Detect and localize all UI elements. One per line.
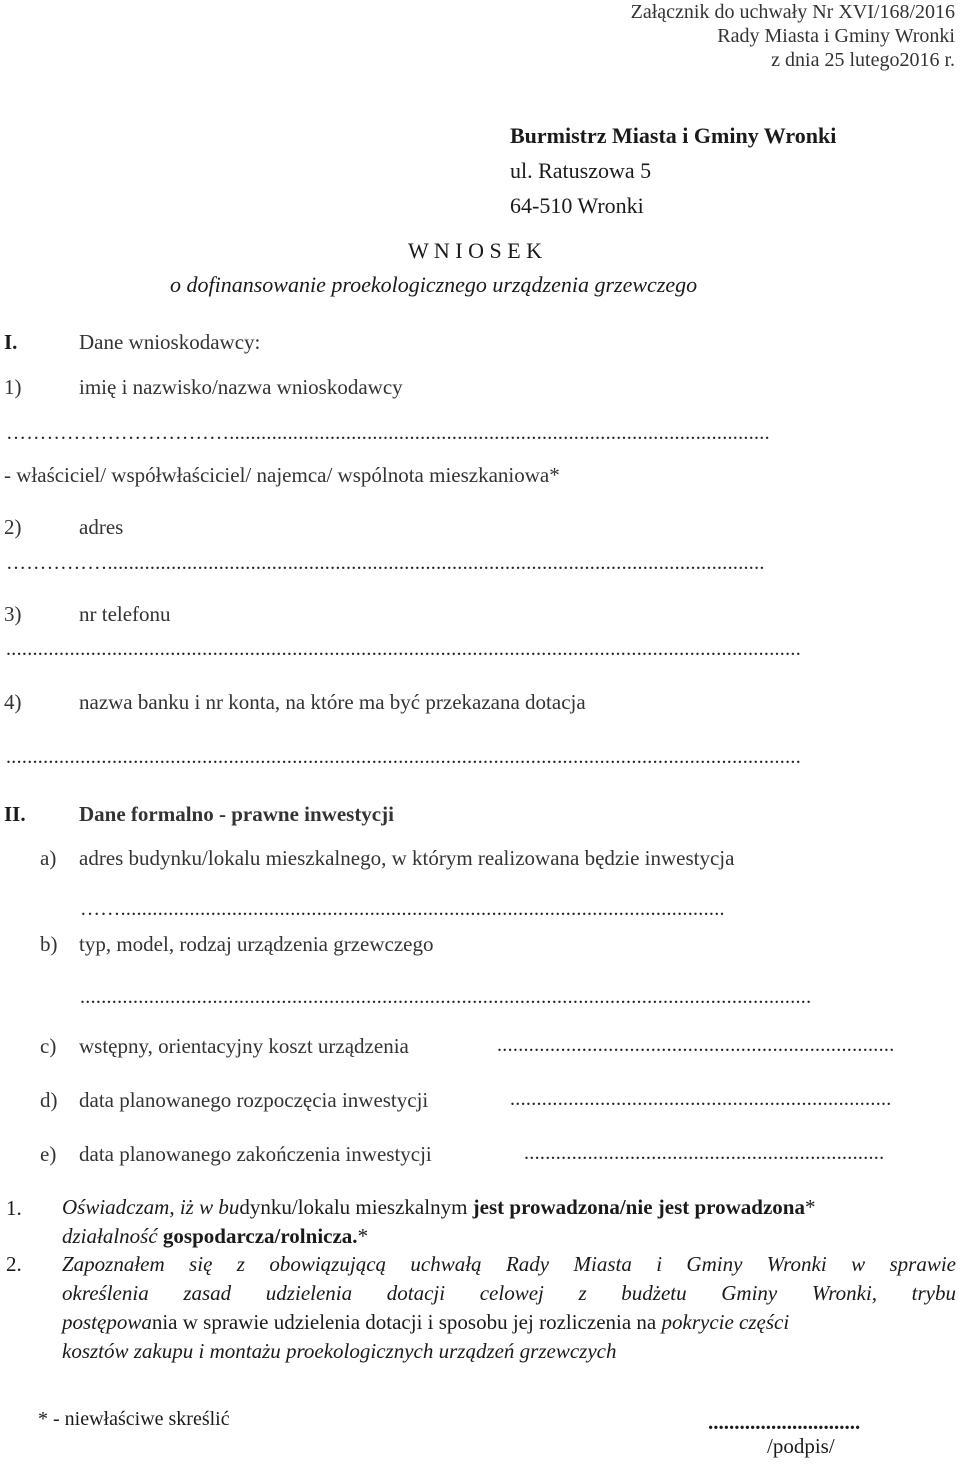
signature-line[interactable]: ............................. <box>708 1410 861 1434</box>
title-main: W N I O S E K <box>407 238 543 263</box>
statement-2-line-3 <box>62 1308 956 1337</box>
item-d-fill-line[interactable]: ........................................................................ <box>510 1088 892 1110</box>
section-2-heading: Dane formalno - prawne inwestycji <box>79 802 394 826</box>
item-d-letter: d) <box>40 1088 58 1112</box>
statement-1-asterisk: * <box>804 1195 816 1219</box>
item-3-number: 3) <box>4 602 22 626</box>
item-c-fill-line[interactable]: ........................................................................... <box>497 1034 895 1056</box>
item-1-number: 1) <box>4 375 22 399</box>
statement-1-activity: działalność <box>62 1224 163 1248</box>
annex-line-3: z dnia 25 lutego2016 r. <box>771 49 955 71</box>
item-2-label: adres <box>79 515 124 539</box>
item-2-number: 2) <box>4 515 22 539</box>
annex-line-1: Załącznik do uchwały Nr XVI/168/2016 <box>630 1 955 23</box>
statement-2-number: 2. <box>6 1252 22 1276</box>
addressee-street: ul. Ratuszowa 5 <box>510 158 652 183</box>
section-1-heading: Dane wnioskodawcy: <box>79 330 261 354</box>
item-a-fill-line[interactable]: …….................................................................................................................. <box>80 898 725 920</box>
statement-2-line-3-start: postępowa <box>62 1310 152 1334</box>
item-a-letter: a) <box>40 846 57 870</box>
footnote: * - niewłaściwe skreślić <box>38 1408 230 1430</box>
item-c-letter: c) <box>40 1034 57 1058</box>
statement-1-asterisk-2: * <box>357 1224 369 1248</box>
addressee-city: 64-510 Wronki <box>510 193 644 218</box>
item-b-fill-line[interactable]: .......................................................................................................................................... <box>80 986 812 1008</box>
statement-1-italic: Oświadczam, iż w bu <box>62 1195 240 1219</box>
item-2-fill-line[interactable]: ……………............................................................................................................................ <box>6 552 765 574</box>
document-title <box>0 238 960 264</box>
document-subtitle: o dofinansowanie proekologicznego urządzenia grzewczego <box>170 272 698 297</box>
statement-2-line-2: określenia zasad udzielenia dotacji celowej z budżetu Gminy Wronki, trybu <box>62 1281 956 1305</box>
statement-1-activity-type[interactable]: gospodarcza/rolnicza. <box>162 1224 358 1248</box>
item-e-letter: e) <box>40 1142 57 1166</box>
section-1-number: I. <box>4 330 18 354</box>
annex-header <box>631 0 955 72</box>
item-3-label: nr telefonu <box>79 602 171 626</box>
statement-2-line-3-end: pokrycie części <box>661 1310 790 1334</box>
signature-label: /podpis/ <box>767 1434 835 1458</box>
item-4-fill-line[interactable]: ...................................................................................................................................................... <box>6 746 801 768</box>
owner-type-line: - właściciel/ współwłaściciel/ najemca/ wspólnota mieszkaniowa* <box>4 463 560 487</box>
addressee-block <box>510 118 836 223</box>
item-4-number: 4) <box>4 690 22 714</box>
item-c-label: wstępny, orientacyjny koszt urządzenia <box>79 1034 409 1058</box>
statement-1-number: 1. <box>6 1196 22 1220</box>
item-3-fill-line[interactable]: ...................................................................................................................................................... <box>6 638 801 660</box>
statement-1 <box>62 1193 956 1251</box>
statement-2 <box>62 1250 956 1366</box>
item-b-letter: b) <box>40 932 58 956</box>
statement-1-text: dynku/lokalu mieszkalnym <box>239 1195 473 1219</box>
item-a-label: adres budynku/lokalu mieszkalnego, w którym realizowana będzie inwestycja <box>79 846 735 870</box>
item-b-label: typ, model, rodzaj urządzenia grzewczego <box>79 932 434 956</box>
statement-2-line-3-mid: nia w sprawie udzielenia dotacji i sposobu jej rozliczenia na <box>151 1310 662 1334</box>
item-e-fill-line[interactable]: .................................................................... <box>524 1142 885 1164</box>
section-2-number: II. <box>4 802 26 826</box>
item-1-label: imię i nazwisko/nazwa wnioskodawcy <box>79 375 403 399</box>
annex-line-2: Rady Miasta i Gminy Wronki <box>717 25 955 47</box>
item-d-label: data planowanego rozpoczęcia inwestycji <box>79 1088 429 1112</box>
statement-1-option[interactable]: jest prowadzona/nie jest prowadzona <box>472 1195 805 1219</box>
item-4-label: nazwa banku i nr konta, na które ma być przekazana dotacja <box>79 690 586 714</box>
addressee-name: Burmistrz Miasta i Gminy Wronki <box>510 123 837 148</box>
statement-2-line-4: kosztów zakupu i montażu proekologicznych urządzeń grzewczych <box>62 1339 617 1363</box>
statement-2-line-1: Zapoznałem się z obowiązującą uchwałą Rady Miasta i Gminy Wronki w sprawie <box>62 1252 956 1276</box>
item-1-fill-line[interactable]: ……………………………...................................................................................................... <box>6 422 770 444</box>
item-e-label: data planowanego zakończenia inwestycji <box>79 1142 432 1166</box>
